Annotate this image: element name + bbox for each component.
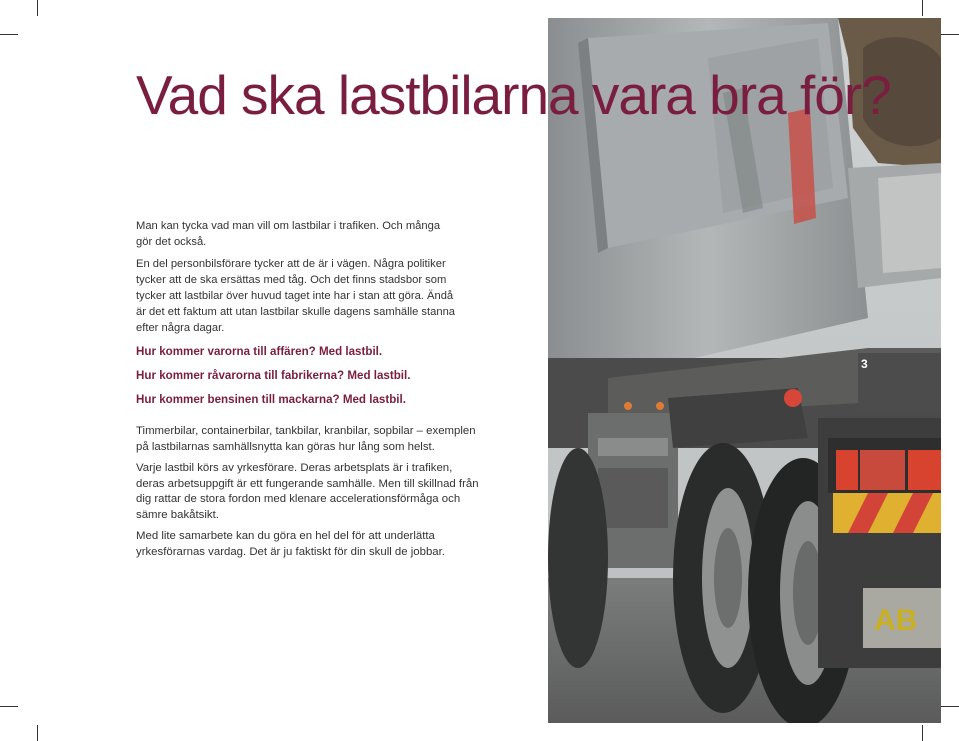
question-item: Hur kommer råvarorna till fabrikerna? Med lastbil.: [136, 369, 411, 382]
crop-mark: [941, 706, 959, 707]
page-number: 3: [861, 357, 868, 371]
body-paragraph: Med lite samarbete kan du göra en hel del för att underlätta yrkesförarnas vardag. Det är ju faktiskt för din skull de jobbar.: [136, 530, 445, 558]
intro-paragraph: En del personbilsförare tycker att de är i vägen. Några politiker tycker att de ska ersättas med tåg. Och det finns stadsbor som tycker att lastbilar över huvud taget inte har i stan att göra. Ändå är det ett faktum att utan lastbilar skulle dagens samhälle stanna efter några dagar.: [136, 258, 456, 334]
crop-mark: [0, 34, 18, 35]
body-text: [136, 424, 481, 566]
body-paragraph: Varje lastbil körs av yrkesförare. Deras arbetsplats är i trafiken, deras arbetsuppgift är ett fungerande samhälle. Men till skillnad från dig rattar de stora fordon med klenare accelerationsförmåga och sämre bakåtsikt.: [136, 462, 479, 521]
body-paragraph: Timmerbilar, containerbilar, tankbilar, kranbilar, sopbilar – exemplen på lastbilarnas samhällsnytta kan göras hur lång som helst.: [136, 425, 476, 453]
crop-mark: [941, 34, 959, 35]
crop-mark: [922, 725, 923, 741]
questions-list: [136, 344, 466, 416]
question-item: Hur kommer bensinen till mackarna? Med lastbil.: [136, 393, 406, 406]
intro-text: [136, 218, 456, 342]
page-title: Vad ska lastbilarna vara bra för?: [136, 64, 891, 126]
crop-mark: [37, 0, 38, 16]
crop-mark: [922, 0, 923, 16]
intro-paragraph: Man kan tycka vad man vill om lastbilar i trafiken. Och många gör det också.: [136, 220, 441, 248]
crop-mark: [37, 725, 38, 741]
truck-logo-text: AB: [874, 604, 918, 637]
crop-mark: [0, 706, 18, 707]
question-item: Hur kommer varorna till affären? Med lastbil.: [136, 345, 383, 358]
